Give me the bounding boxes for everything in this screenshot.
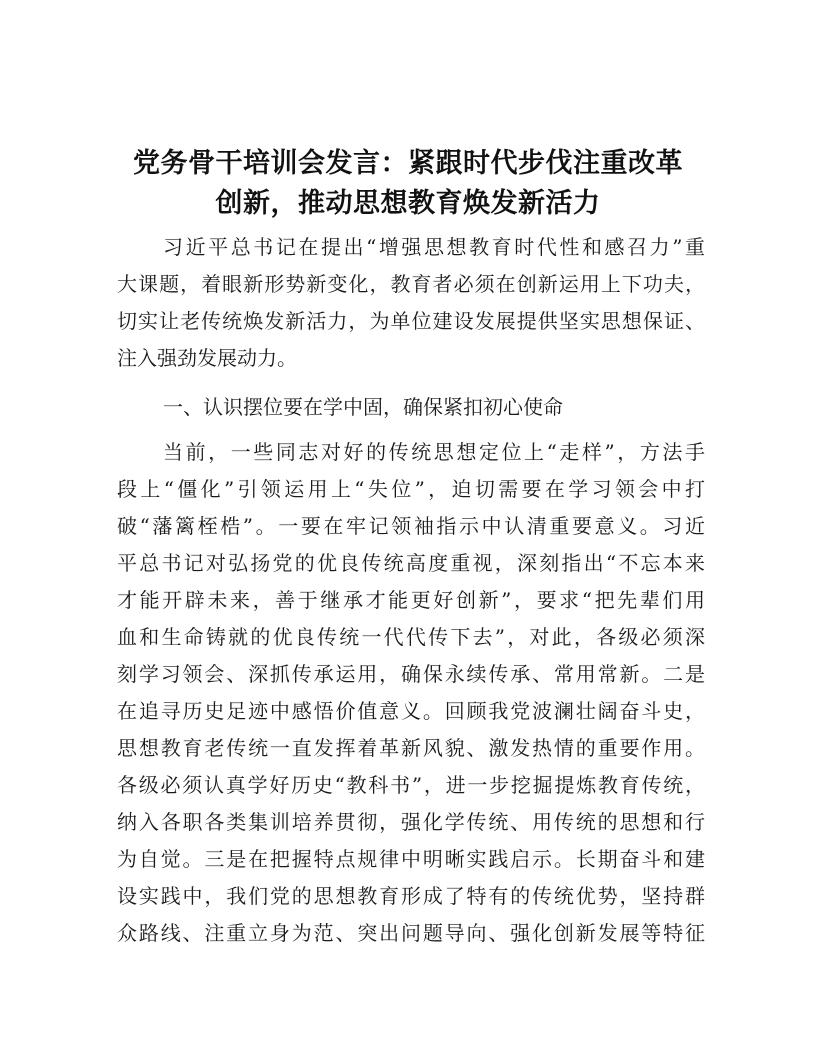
paragraph-line: 思想教育老传统一直发挥着革新风貌、激发热情的重要作用。 <box>117 736 705 760</box>
paragraph-line: 设实践中，我们党的思想教育形成了特有的传统优势，坚持群 <box>117 884 705 908</box>
paragraph-line: 段上“僵化”引领运用上“失位”，迫切需要在学习领会中打 <box>117 477 705 501</box>
paragraph-line: 切实让老传统焕发新活力，为单位建设发展提供坚实思想保证、 <box>117 309 705 333</box>
paragraph-line: 注入强劲发展动力。 <box>117 346 297 370</box>
paragraph-line: 才能开辟未来，善于继承才能更好创新”，要求“把先辈们用 <box>117 588 705 612</box>
paragraph-line: 习近平总书记在提出“增强思想教育时代性和感召力”重 <box>163 235 705 259</box>
section-heading: 一、认识摆位要在学中固，确保紧扣初心使命 <box>163 395 563 419</box>
document-title-line-2: 创新，推动思想教育焕发新活力 <box>215 188 601 219</box>
document-title-line-1: 党务骨干培训会发言：紧跟时代步伐注重改革 <box>133 148 683 179</box>
paragraph-line: 为自觉。三是在把握特点规律中明晰实践启示。长期奋斗和建 <box>117 847 705 871</box>
paragraph-line: 在追寻历史足迹中感悟价值意义。回顾我党波澜壮阔奋斗史， <box>117 699 705 723</box>
paragraph-line: 当前，一些同志对好的传统思想定位上“走样”，方法手 <box>163 440 705 464</box>
paragraph-line: 平总书记对弘扬党的优良传统高度重视，深刻指出“不忘本来 <box>117 551 705 575</box>
paragraph-line: 刻学习领会、深抓传承运用，确保永续传承、常用常新。二是 <box>117 662 705 686</box>
paragraph-line: 大课题，着眼新形势新变化，教育者必须在创新运用上下功夫， <box>117 272 705 296</box>
paragraph-line: 血和生命铸就的优良传统一代代传下去”，对此，各级必须深 <box>117 625 705 649</box>
paragraph-line: 众路线、注重立身为范、突出问题导向、强化创新发展等特征 <box>117 921 705 945</box>
paragraph-line: 破“藩篱桎梏”。一要在牢记领袖指示中认清重要意义。习近 <box>117 514 705 538</box>
paragraph-line: 纳入各职各类集训培养贯彻，强化学传统、用传统的思想和行 <box>117 810 705 834</box>
paragraph-line: 各级必须认真学好历史“教科书”，进一步挖掘提炼教育传统， <box>117 773 705 797</box>
